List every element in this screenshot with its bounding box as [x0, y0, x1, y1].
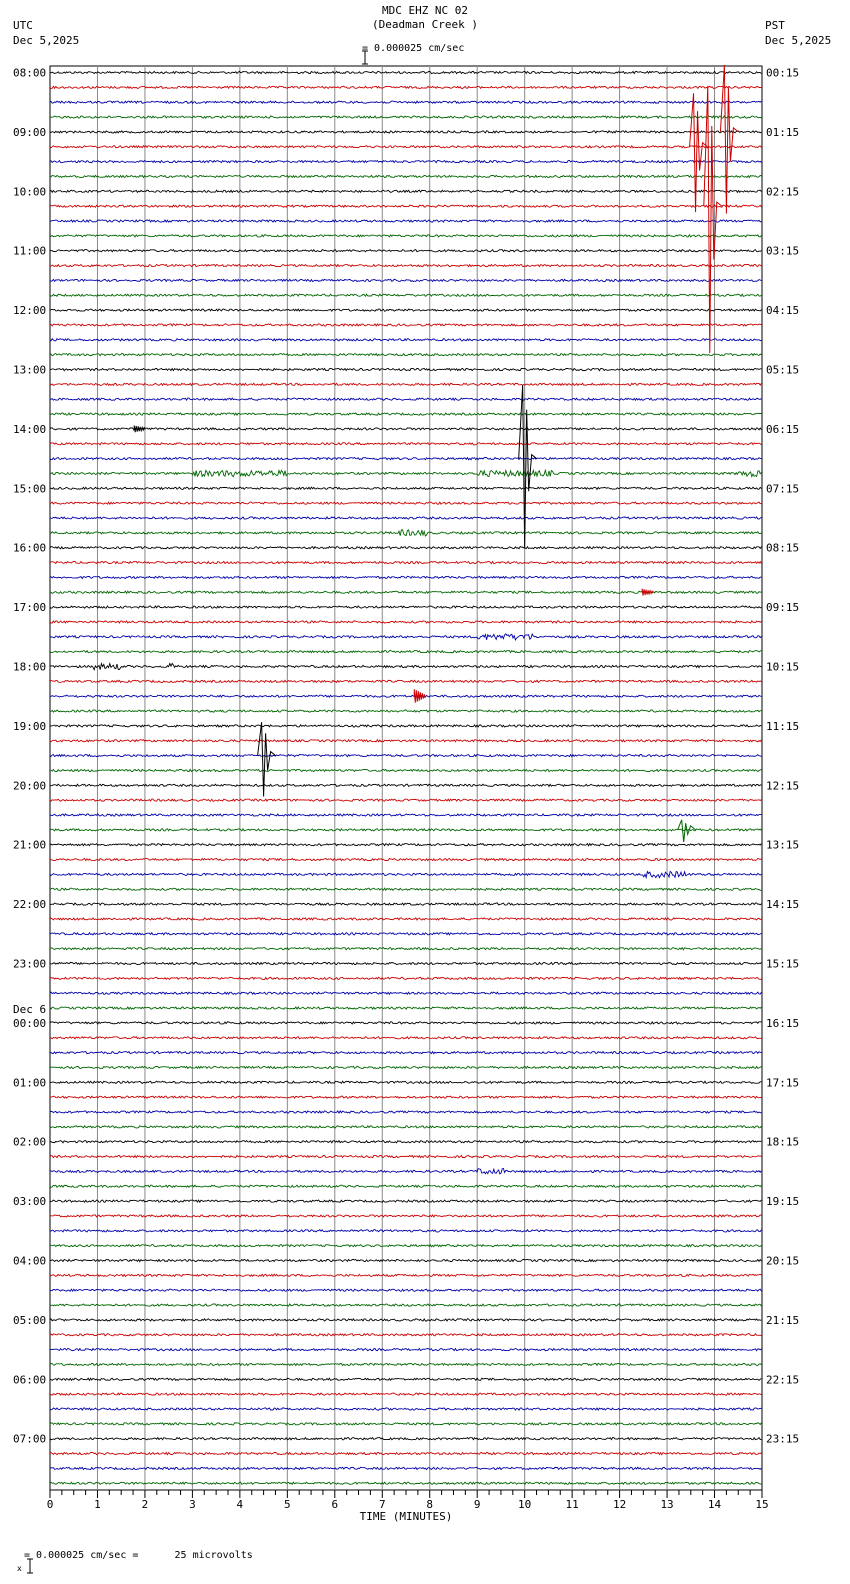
pst-hour-label: 12:15 [766, 779, 800, 793]
x-tick-label: 13 [660, 1498, 674, 1511]
seismic-trace [50, 339, 761, 341]
pst-hour-label: 09:15 [766, 601, 800, 615]
pst-hour-label: 10:15 [766, 660, 800, 674]
seismic-event [642, 589, 653, 596]
pst-hour-label: 00:15 [766, 66, 800, 80]
right-timezone: PST [765, 19, 785, 32]
utc-hour-label: 07:00 [13, 1432, 47, 1446]
utc-hour-label: 15:00 [13, 482, 47, 496]
seismic-trace [50, 1467, 761, 1469]
seismic-trace [50, 1168, 761, 1173]
seismic-trace [50, 116, 761, 118]
x-tick-label: 6 [331, 1498, 339, 1511]
utc-hour-label: 16:00 [13, 541, 47, 555]
seismic-trace [50, 1319, 761, 1321]
utc-hour-label: 18:00 [13, 660, 47, 674]
scale-text: = 0.000025 cm/sec [362, 43, 465, 54]
seismic-trace [50, 799, 761, 801]
seismic-trace [50, 324, 761, 326]
seismic-trace [50, 470, 761, 476]
utc-hour-label: 06:00 [13, 1373, 47, 1387]
pst-hour-label: 15:15 [766, 957, 800, 971]
utc-hour-label: 11:00 [13, 244, 47, 258]
utc-hour-label: 20:00 [13, 779, 47, 793]
utc-hour-label: 08:00 [13, 66, 47, 80]
left-date: Dec 5,2025 [13, 34, 80, 47]
seismic-trace [50, 1438, 761, 1440]
seismic-trace [50, 1408, 761, 1410]
x-tick-label: 7 [378, 1498, 386, 1511]
pst-hour-label: 22:15 [766, 1373, 800, 1387]
station-title: MDC EHZ NC 02 [381, 4, 469, 17]
seismic-trace [50, 1007, 761, 1009]
seismic-trace [50, 1245, 761, 1247]
utc-hour-label: 09:00 [13, 125, 47, 139]
seismic-event [519, 385, 537, 548]
pst-hour-label: 05:15 [766, 363, 800, 377]
pst-hour-label: 06:15 [766, 422, 800, 436]
x-tick-label: 8 [426, 1498, 434, 1511]
seismic-trace [50, 1334, 761, 1336]
seismic-trace [50, 903, 761, 905]
seismic-trace [50, 428, 761, 430]
utc-hour-label: 02:00 [13, 1135, 47, 1149]
seismic-trace [50, 1052, 761, 1054]
x-tick-label: 0 [46, 1498, 54, 1511]
seismic-trace [50, 1363, 761, 1365]
pst-hour-label: 07:15 [766, 482, 800, 496]
seismic-trace [50, 131, 761, 133]
seismic-trace [50, 1096, 761, 1098]
seismic-trace [50, 354, 761, 356]
x-tick-label: 14 [707, 1498, 722, 1511]
x-tick-label: 9 [473, 1498, 481, 1511]
seismic-trace [50, 888, 761, 890]
seismic-trace [50, 265, 761, 267]
seismic-event [704, 86, 722, 353]
seismic-trace [50, 725, 761, 727]
seismic-trace [50, 205, 761, 207]
seismic-trace [50, 1378, 761, 1380]
svg-text:x: x [17, 1564, 23, 1573]
seismic-trace [50, 1289, 761, 1291]
seismic-event [678, 820, 696, 842]
utc-hour-label: 05:00 [13, 1313, 47, 1327]
seismic-trace [50, 220, 761, 222]
seismic-trace [50, 368, 761, 370]
x-tick-label: 12 [612, 1498, 627, 1511]
seismic-trace [50, 294, 761, 296]
x-tick-label: 5 [284, 1498, 291, 1511]
seismic-trace [50, 977, 761, 979]
seismic-trace [50, 755, 761, 757]
utc-hour-label: 04:00 [13, 1254, 47, 1268]
pst-hour-label: 04:15 [766, 304, 800, 318]
left-timezone: UTC [13, 19, 33, 32]
seismic-trace [50, 235, 761, 237]
footer-calibration: = 0.000025 cm/sec = 25 microvolts [24, 1550, 253, 1561]
x-axis-title: TIME (MINUTES) [359, 1510, 453, 1523]
seismic-event [690, 93, 708, 212]
seismic-trace [50, 829, 761, 831]
seismic-trace [50, 1037, 761, 1039]
pst-hour-label: 16:15 [766, 1016, 800, 1030]
utc-hour-label: 13:00 [13, 363, 47, 377]
x-tick-label: 11 [565, 1498, 579, 1511]
pst-hour-label: 01:15 [766, 125, 800, 139]
seismic-trace [50, 547, 761, 549]
seismic-trace [50, 413, 761, 415]
pst-hour-label: 11:15 [766, 719, 800, 733]
pst-hour-label: 03:15 [766, 244, 800, 258]
seismic-trace [50, 1482, 761, 1484]
seismic-trace [50, 1259, 761, 1261]
seismic-trace [50, 769, 761, 771]
seismic-trace [50, 576, 761, 578]
x-tick-label: 3 [189, 1498, 196, 1511]
utc-hour-label: 10:00 [13, 185, 47, 199]
seismic-trace [50, 309, 761, 311]
seismic-trace [50, 517, 761, 519]
seismic-trace [50, 710, 761, 712]
seismic-trace [50, 1022, 761, 1024]
seismic-trace [50, 784, 761, 786]
utc-hour-label: 03:00 [13, 1195, 47, 1209]
seismic-trace [50, 562, 761, 564]
seismic-trace [50, 502, 761, 504]
seismic-trace [50, 175, 761, 177]
seismic-trace [50, 1274, 761, 1276]
pst-hour-label: 23:15 [766, 1432, 800, 1446]
site-name: (Deadman Creek ) [372, 18, 478, 31]
seismic-trace [50, 190, 761, 192]
pst-hour-label: 19:15 [766, 1195, 800, 1209]
seismic-event [414, 689, 425, 703]
seismic-trace [50, 844, 761, 846]
seismic-trace [50, 962, 761, 964]
seismic-trace [50, 948, 761, 950]
pst-hour-label: 14:15 [766, 898, 800, 912]
seismic-trace [50, 1215, 761, 1217]
utc-hour-label: 21:00 [13, 838, 47, 852]
pst-hour-label: 08:15 [766, 541, 800, 555]
seismic-trace [50, 1126, 761, 1128]
x-tick-label: 2 [141, 1498, 149, 1511]
utc-hour-label: 19:00 [13, 719, 47, 733]
x-tick-label: 10 [518, 1498, 532, 1511]
utc-hour-label: 12:00 [13, 304, 47, 318]
seismic-trace [50, 161, 761, 163]
utc-date-change-label: Dec 6 [13, 1002, 47, 1016]
seismic-trace [50, 1393, 761, 1395]
seismic-trace [50, 651, 761, 653]
seismic-trace [50, 1304, 761, 1306]
pst-hour-label: 18:15 [766, 1135, 800, 1149]
seismic-trace [50, 1423, 761, 1425]
seismic-trace [50, 663, 761, 669]
seismic-trace [50, 487, 761, 489]
seismic-trace [50, 634, 761, 640]
seismic-trace [50, 695, 761, 697]
pst-hour-label: 02:15 [766, 185, 800, 199]
seismic-trace [50, 250, 761, 252]
seismic-trace [50, 398, 761, 400]
pst-hour-label: 13:15 [766, 838, 800, 852]
seismic-trace [50, 1185, 761, 1187]
seismic-trace [50, 458, 761, 460]
x-tick-label: 15 [755, 1498, 769, 1511]
seismic-trace [50, 86, 761, 88]
seismic-trace [50, 1111, 761, 1113]
utc-hour-label: 17:00 [13, 601, 47, 615]
seismic-trace [50, 740, 761, 742]
seismic-trace [50, 101, 761, 103]
seismic-trace [50, 383, 761, 385]
seismic-trace [50, 871, 761, 877]
x-tick-label: 1 [94, 1498, 101, 1511]
seismic-trace [50, 1453, 761, 1455]
seismic-trace [50, 591, 761, 593]
seismic-trace [50, 1156, 761, 1158]
seismic-trace [50, 71, 761, 73]
seismic-trace [50, 443, 761, 445]
seismic-trace [50, 1230, 761, 1232]
seismic-trace [50, 933, 761, 935]
seismic-trace [50, 1066, 761, 1068]
seismic-trace [50, 1141, 761, 1143]
pst-hour-label: 20:15 [766, 1254, 800, 1268]
seismic-trace [50, 606, 761, 608]
seismic-trace [50, 814, 761, 816]
seismic-trace [50, 992, 761, 994]
pst-hour-label: 17:15 [766, 1076, 800, 1090]
pst-hour-label: 21:15 [766, 1313, 800, 1327]
x-tick-label: 4 [236, 1498, 244, 1511]
seismic-trace [50, 918, 761, 920]
seismic-trace [50, 530, 761, 536]
seismic-trace [50, 279, 761, 281]
right-date: Dec 5,2025 [765, 34, 832, 47]
seismic-trace [50, 1349, 761, 1351]
seismic-trace [50, 680, 761, 682]
utc-hour-label: 23:00 [13, 957, 47, 971]
seismic-trace [50, 1081, 761, 1083]
seismic-trace [50, 859, 761, 861]
seismic-trace [50, 1200, 761, 1202]
seismic-event [134, 425, 145, 432]
utc-hour-label: 14:00 [13, 422, 47, 436]
utc-hour-label: 00:00 [13, 1016, 47, 1030]
seismic-trace [50, 146, 761, 148]
seismic-trace [50, 621, 761, 623]
utc-hour-label: 01:00 [13, 1076, 47, 1090]
utc-hour-label: 22:00 [13, 898, 47, 912]
